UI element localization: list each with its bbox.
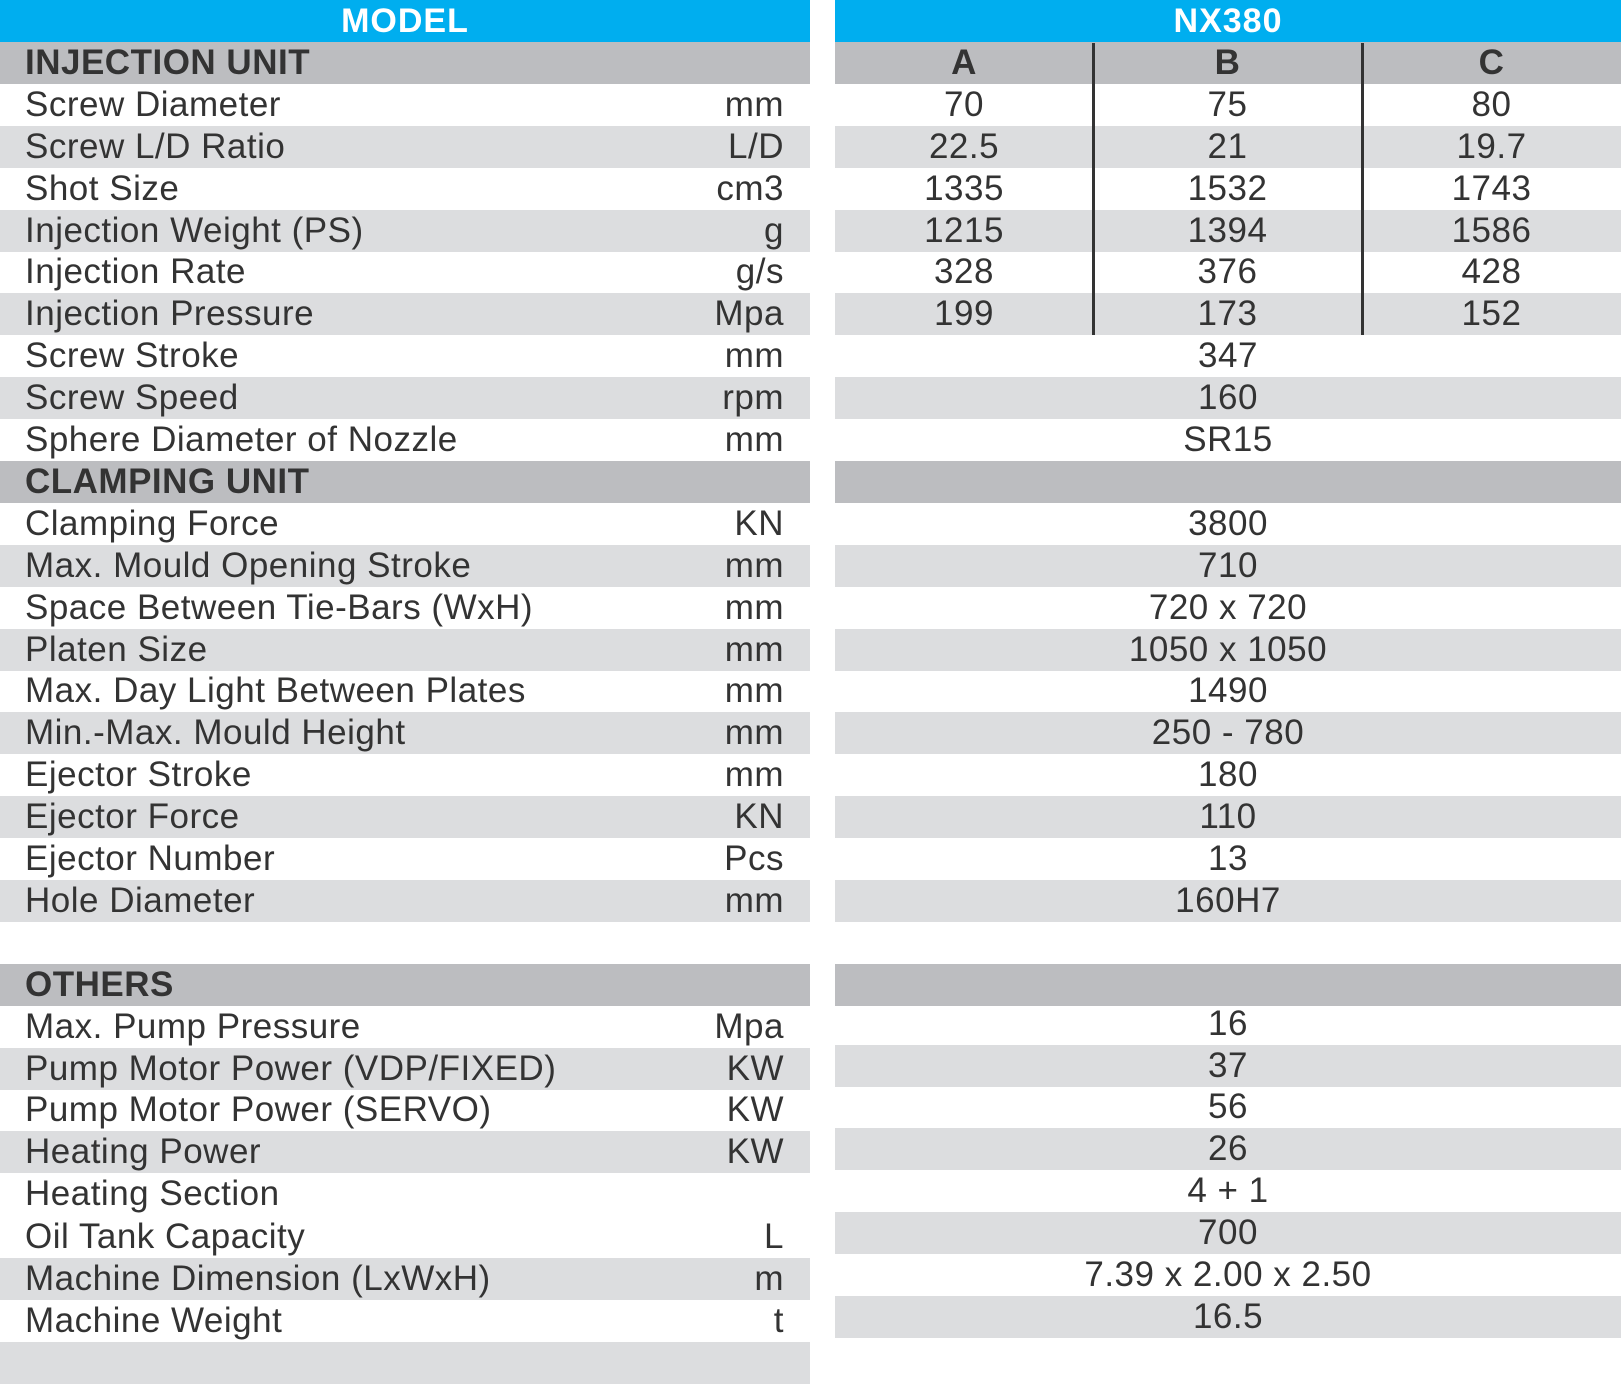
spec-label: Min.-Max. Mould Height [25,713,406,753]
spec-row [0,1300,810,1342]
spec-label: Heating Power [25,1132,262,1172]
spec-label: Injection Pressure [25,294,315,334]
spec-value: 160H7 [1175,880,1281,920]
spec-value: 428 [1461,252,1522,292]
spec-row [0,587,810,629]
spec-unit: mm [724,880,784,920]
spec-value: 7.39 x 2.00 x 2.50 [1084,1255,1372,1294]
spec-unit: t [773,1300,784,1340]
spec-unit: mm [724,713,784,753]
spec-value: 720 x 720 [1148,587,1308,627]
spec-value: 180 [1198,755,1258,795]
spec-label: Ejector Number [25,839,276,878]
spec-value: 1394 [1187,210,1268,250]
spec-label: Shot Size [25,168,180,208]
spec-label: Heating Section [25,1174,280,1214]
spec-value: 56 [1208,1087,1248,1127]
spec-label: Max. Mould Opening Stroke [25,545,472,585]
spec-value-row [835,1254,1621,1296]
spec-value-row [835,293,1621,335]
spec-value-row [835,1086,1621,1128]
spec-label: Injection Rate [25,252,247,292]
spec-value: 1335 [924,168,1004,208]
spec-value: 26 [1208,1129,1248,1169]
spec-label: Max. Pump Pressure [25,1006,361,1046]
spec-label: Platen Size [25,629,208,669]
spec-value: 1586 [1451,210,1532,250]
spec-label: Screw Diameter [25,84,281,124]
spec-row [0,670,810,712]
spec-value-row [835,210,1621,252]
spec-value: 376 [1197,252,1258,292]
spec-unit: KW [726,1048,784,1088]
spec-label: Screw Speed [25,378,239,418]
spec-label: Machine Weight [25,1300,283,1340]
spec-row [0,1216,810,1258]
spec-value: 21 [1207,126,1248,166]
model-name-header [835,0,1621,42]
spec-value-row [835,377,1621,419]
spec-label: Ejector Force [25,797,240,837]
spec-label: Machine Dimension (LxWxH) [25,1259,491,1298]
footer-bar [0,1342,810,1384]
spec-unit: g [764,210,784,250]
spec-unit: mm [724,755,784,795]
spec-value: 1532 [1187,168,1268,208]
spec-label: Hole Diameter [25,880,256,920]
spec-unit: mm [724,420,784,459]
spec-unit: L/D [728,126,784,166]
spec-row [0,1173,810,1215]
spec-value: 37 [1208,1045,1248,1085]
spec-label: Clamping Force [25,503,280,543]
column-divider [1092,43,1095,335]
spec-row [0,1131,810,1173]
spec-row [0,419,810,461]
spec-value-row [835,587,1621,629]
spec-unit: mm [724,336,784,376]
spec-row [0,1258,810,1300]
variant-label: A [951,42,977,82]
spec-value: 16.5 [1192,1296,1264,1336]
spec-label: Pump Motor Power (VDP/FIXED) [25,1048,557,1088]
spec-value-row [835,670,1621,712]
spec-unit: KW [726,1090,784,1130]
spec-unit: KN [734,797,784,837]
spec-value-row [835,545,1621,587]
spec-value: 328 [934,252,994,292]
section-title: CLAMPING UNIT [25,461,310,501]
spec-row [0,1089,810,1131]
spec-unit: mm [724,84,784,124]
spec-row [0,168,810,210]
spec-value-row [835,629,1621,671]
spec-unit: L [764,1217,784,1257]
spec-value: 75 [1207,84,1248,124]
spec-unit: Mpa [714,294,784,334]
section-clamping-unit-bar [835,461,1621,503]
spec-value: 19.7 [1456,126,1527,166]
spec-value: 1050 x 1050 [1128,629,1328,669]
spec-value: 110 [1199,797,1257,837]
spec-value-row [835,503,1621,545]
spec-value: 700 [1198,1213,1258,1253]
spec-value: SR15 [1183,420,1273,459]
spec-row [0,1048,810,1090]
spec-label: Injection Weight (PS) [25,210,364,250]
spec-value: 1490 [1188,671,1268,711]
spec-value: 710 [1198,545,1258,585]
spec-row [0,210,810,252]
spec-unit: mm [724,629,784,669]
spec-value-row [835,1045,1621,1087]
spec-value: 347 [1198,336,1258,376]
variant-label: B [1214,42,1241,82]
spec-value-row [835,126,1621,168]
spec-value-row [835,84,1621,126]
spec-unit: mm [724,671,784,711]
spec-value-row [835,335,1621,377]
spec-value-row [835,1128,1621,1170]
spec-row [0,629,810,671]
spec-value: 199 [934,294,994,334]
spec-label: Ejector Stroke [25,755,252,795]
spec-value: 160 [1198,378,1258,418]
spec-row [0,712,810,754]
spec-row [0,1006,810,1048]
spec-row [0,335,810,377]
spec-value-row [835,1212,1621,1254]
variant-label: C [1478,42,1505,82]
spec-unit: m [754,1259,784,1298]
section-title: OTHERS [25,964,174,1004]
spec-value-row [835,1296,1621,1338]
spec-row [0,84,810,126]
spec-value-row [835,1170,1621,1212]
spec-label: Oil Tank Capacity [25,1217,306,1257]
spec-row [0,251,810,293]
spec-value: 70 [944,84,984,124]
spec-value-row [835,754,1621,796]
spec-unit: g/s [735,252,784,292]
spec-value-row [835,251,1621,293]
spec-value: 22.5 [928,126,1000,166]
spec-unit: KW [726,1132,784,1172]
spec-label: Screw Stroke [25,336,240,376]
spec-unit: mm [724,545,784,585]
spec-label: Sphere Diameter of Nozzle [25,420,458,459]
model-title: MODEL [341,1,469,40]
spec-unit: KN [734,503,784,543]
spec-label: Space Between Tie-Bars (WxH) [25,587,534,627]
spec-value: 152 [1461,294,1522,334]
spec-value-row [835,880,1621,922]
spec-row [0,503,810,545]
spec-row [0,126,810,168]
variant-header-row [835,42,1621,84]
spec-value-row [835,168,1621,210]
spec-row [0,796,810,838]
spec-unit: rpm [722,378,784,418]
spec-row [0,838,810,880]
spec-value: 1215 [924,210,1004,250]
column-divider [1361,43,1364,335]
spec-unit: mm [724,587,784,627]
spec-value-row [835,838,1621,880]
spec-value: 4 + 1 [1187,1171,1269,1211]
section-title: INJECTION UNIT [25,42,311,82]
section-others-bar [835,964,1621,1006]
spec-value: 1743 [1451,168,1532,208]
spec-label: Pump Motor Power (SERVO) [25,1090,492,1130]
spec-row [0,293,810,335]
model-header [0,0,810,42]
section-clamping-unit [0,461,810,503]
section-others [0,964,810,1006]
spec-unit: Pcs [724,839,784,878]
spec-value: 13 [1208,839,1248,878]
spec-value: 3800 [1188,503,1268,543]
spec-value-row [835,796,1621,838]
model-name: NX380 [1173,1,1283,40]
spec-value-row [835,1003,1621,1045]
spec-value: 80 [1471,84,1512,124]
section-injection-unit [0,42,810,84]
spec-value: 16 [1208,1003,1248,1043]
spec-row [0,545,810,587]
spec-value: 250 - 780 [1151,713,1305,753]
spec-value: 173 [1197,294,1258,334]
spec-row [0,754,810,796]
spec-label: Screw L/D Ratio [25,126,286,166]
spec-unit: Mpa [714,1006,784,1046]
spec-unit: cm3 [716,168,784,208]
spec-value-row [835,712,1621,754]
spec-label: Max. Day Light Between Plates [25,671,526,711]
spec-row [0,377,810,419]
spec-value-row [835,419,1621,461]
spec-row [0,880,810,922]
